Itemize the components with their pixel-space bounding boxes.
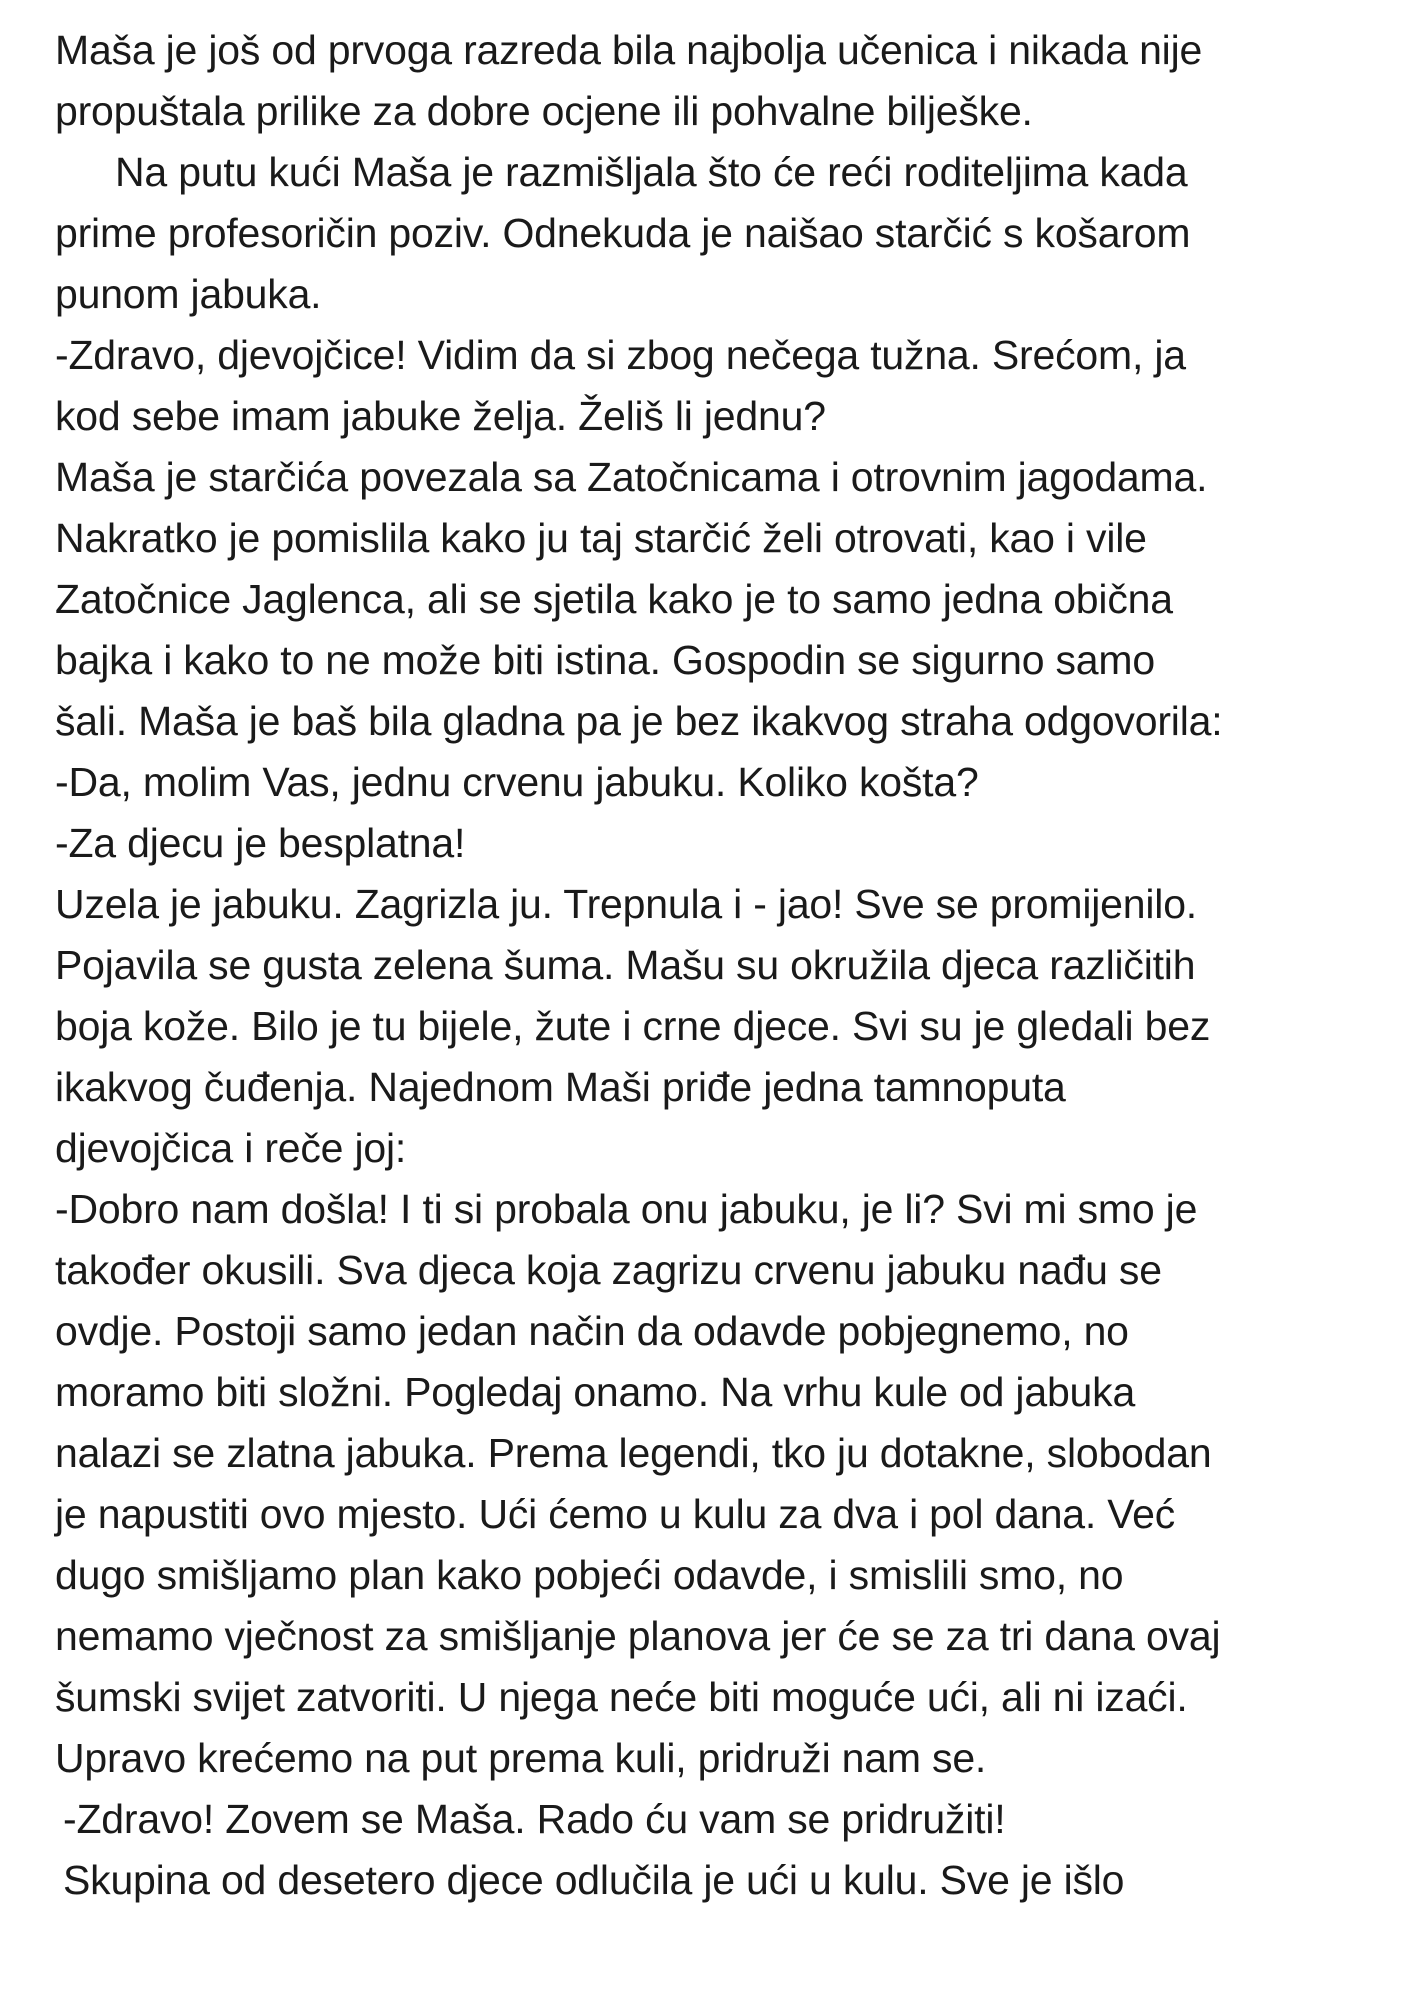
text-line-17: boja kože. Bilo je tu bijele, žute i crne djece. Svi su je gledali bez — [55, 1003, 1211, 1049]
text-line-13: -Da, molim Vas, jednu crvenu jabuku. Koliko košta? — [55, 759, 979, 805]
text-line-8: Maša je starčića povezala sa Zatočnicama i otrovnim jagodama. — [55, 454, 1208, 500]
text-line-24: nalazi se zlatna jabuka. Prema legendi, tko ju dotakne, slobodan — [55, 1430, 1212, 1476]
text-line-18: ikakvog čuđenja. Najednom Maši priđe jedna tamnoputa — [55, 1064, 1066, 1110]
text-line-20: -Dobro nam došla! I ti si probala onu jabuku, je li? Svi mi smo je — [55, 1186, 1198, 1232]
text-line-30: -Zdravo! Zovem se Maša. Rado ću vam se pridružiti! — [63, 1796, 1006, 1842]
text-line-23: moramo biti složni. Pogledaj onamo. Na vrhu kule od jabuka — [55, 1369, 1136, 1415]
text-line-26: dugo smišljamo plan kako pobjeći odavde, i smislili smo, no — [55, 1552, 1124, 1598]
text-line-10: Zatočnice Jaglenca, ali se sjetila kako je to samo jedna obična — [55, 576, 1173, 622]
text-line-31: Skupina od desetero djece odlučila je ući u kulu. Sve je išlo — [63, 1857, 1125, 1903]
text-line-14: -Za djecu je besplatna! — [55, 820, 466, 866]
text-line-2: propuštala prilike za dobre ocjene ili pohvalne bilješke. — [55, 88, 1033, 134]
text-line-11: bajka i kako to ne može biti istina. Gospodin se sigurno samo — [55, 637, 1155, 683]
text-line-21: također okusili. Sva djeca koja zagrizu crvenu jabuku nađu se — [55, 1247, 1162, 1293]
text-line-1: Maša je još od prvoga razreda bila najbolja učenica i nikada nije — [55, 27, 1203, 73]
text-line-5: punom jabuka. — [55, 271, 322, 317]
text-line-6: -Zdravo, djevojčice! Vidim da si zbog nečega tužna. Srećom, ja — [55, 332, 1186, 378]
text-line-3: Na putu kući Maša je razmišljala što će reći roditeljima kada — [115, 149, 1188, 195]
text-line-29: Upravo krećemo na put prema kuli, pridruži nam se. — [55, 1735, 987, 1781]
text-line-4: prime profesoričin poziv. Odnekuda je naišao starčić s košarom — [55, 210, 1191, 256]
text-line-27: nemamo vječnost za smišljanje planova jer će se za tri dana ovaj — [55, 1613, 1221, 1659]
text-line-7: kod sebe imam jabuke želja. Želiš li jednu? — [55, 393, 826, 439]
text-line-19: djevojčica i reče joj: — [55, 1125, 407, 1171]
text-line-9: Nakratko je pomislila kako ju taj starčić želi otrovati, kao i vile — [55, 515, 1147, 561]
text-line-25: je napustiti ovo mjesto. Ući ćemo u kulu za dva i pol dana. Već — [55, 1491, 1176, 1537]
text-line-15: Uzela je jabuku. Zagrizla ju. Trepnula i - jao! Sve se promijenilo. — [55, 881, 1197, 927]
text-line-16: Pojavila se gusta zelena šuma. Mašu su okružila djeca različitih — [55, 942, 1196, 988]
text-line-22: ovdje. Postoji samo jedan način da odavde pobjegnemo, no — [55, 1308, 1129, 1354]
text-line-12: šali. Maša je baš bila gladna pa je bez ikakvog straha odgovorila: — [55, 698, 1223, 744]
text-line-28: šumski svijet zatvoriti. U njega neće biti moguće ući, ali ni izaći. — [55, 1674, 1188, 1720]
